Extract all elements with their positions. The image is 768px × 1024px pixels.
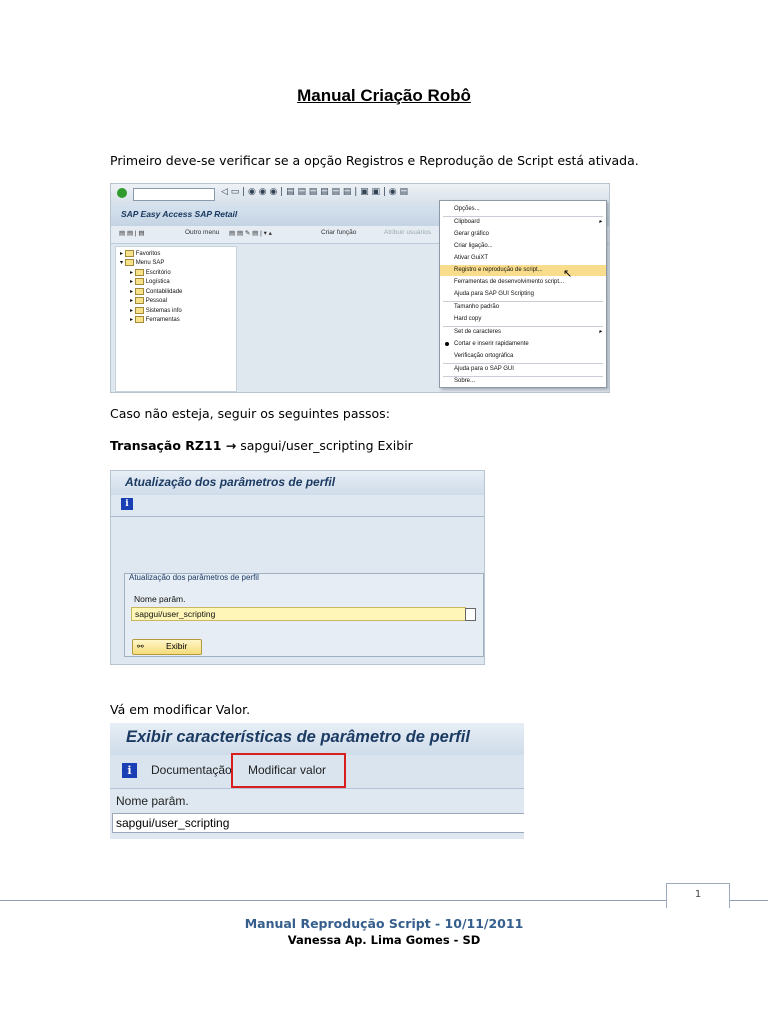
screen-title-bar (111, 471, 484, 495)
menu-item[interactable]: Verificação ortográfica (454, 353, 514, 359)
caso-paragraph: Caso não esteja, seguir os seguintes passos: (110, 406, 390, 421)
window-title: SAP Easy Access SAP Retail (121, 209, 238, 219)
tree-node[interactable]: ▸ Ferramentas (130, 317, 180, 324)
tree-node[interactable]: ▾ Menu SAP (120, 260, 165, 267)
tree-node[interactable]: ▸ Logística (130, 279, 170, 286)
tree-node[interactable]: ▸ Sistemas info (130, 308, 182, 315)
menu-item[interactable]: Clipboard ▸ (454, 219, 602, 225)
info-icon[interactable]: i (121, 498, 133, 510)
tree-node[interactable]: ▸ Favoritos (120, 251, 161, 258)
command-field[interactable] (133, 188, 215, 201)
footer-title: Manual Reprodução Script - 10/11/2011 (244, 916, 524, 931)
screen-title-bar (110, 723, 524, 755)
display-glasses-icon: ⚯ (137, 642, 144, 651)
menu-item-registro-script[interactable]: Registro e reprodução de script... (440, 265, 606, 276)
sap-easy-access-screenshot (110, 183, 610, 393)
edit-icons[interactable]: ▤ ▤ ✎ ▤ | ▾ ▴ (229, 230, 272, 237)
menu-item[interactable]: Gerar gráfico (454, 231, 490, 237)
transacao-rest: sapgui/user_scripting Exibir (236, 438, 413, 453)
tree-node[interactable]: ▸ Contabilidade (130, 289, 183, 296)
param-name-field[interactable]: sapgui/user_scripting (112, 813, 524, 833)
tree-node[interactable]: ▸ Pessoal (130, 298, 168, 305)
checked-dot-icon (445, 342, 449, 346)
page-number: 1 (666, 883, 730, 908)
value-help-icon[interactable] (465, 608, 476, 621)
menu-item[interactable]: Sobre... (454, 378, 476, 384)
menu-item[interactable]: Criar ligação... (454, 243, 493, 249)
menu-item[interactable]: Hard copy (454, 316, 482, 322)
screen-title: Exibir características de parâmetro de perfil (126, 728, 470, 746)
footer-rule (0, 900, 768, 901)
menu-item[interactable]: Set de caracteres ▸ (454, 329, 602, 335)
outro-menu-button[interactable]: Outro menu (185, 229, 220, 236)
va-em-paragraph: Vá em modificar Valor. (110, 702, 251, 717)
criar-funcao-button[interactable]: Criar função (321, 229, 357, 236)
mouse-cursor-icon: ↖ (563, 267, 573, 280)
app-toolbar-icons[interactable]: ▤ ▤ | ▤ (119, 230, 145, 237)
menu-item[interactable]: Opções... (454, 206, 480, 212)
rz11-screenshot (110, 470, 485, 665)
group-title: Atualização dos parâmetros de perfil (129, 573, 259, 582)
highlight-box (231, 753, 346, 788)
customize-layout-menu (439, 200, 607, 388)
intro-paragraph: Primeiro deve-se verificar se a opção Registros e Reprodução de Script está ativada. (110, 153, 639, 168)
footer-author: Vanessa Ap. Lima Gomes - SD (287, 933, 481, 947)
enter-icon[interactable] (117, 188, 127, 198)
info-icon[interactable]: i (122, 763, 137, 778)
menu-tree (115, 246, 237, 392)
submenu-arrow-icon: ▸ (598, 219, 602, 225)
menu-item[interactable]: Cortar e inserir rapidamente (440, 339, 606, 350)
param-name-input[interactable]: sapgui/user_scripting (131, 607, 466, 621)
param-name-label: Nome parâm. (134, 594, 186, 604)
exibir-button[interactable]: ⚯ Exibir (132, 639, 202, 655)
menu-item[interactable]: Tamanho padrão (454, 304, 500, 310)
menu-item[interactable]: Ajuda para o SAP GUI (454, 366, 514, 372)
menu-item[interactable]: Ferramentas de desenvolvimento script... (454, 279, 565, 285)
atribuir-usuarios-button[interactable]: Atribuir usuários (384, 229, 431, 236)
transacao-paragraph (110, 438, 413, 453)
modificar-valor-button[interactable]: Modificar valor (248, 763, 327, 777)
parameter-group (124, 573, 484, 657)
documentacao-button[interactable]: Documentação (151, 763, 232, 777)
menu-item[interactable]: Ativar GuiXT (454, 255, 489, 261)
arrow-icon: → (221, 438, 237, 453)
tree-node[interactable]: ▸ Escritório (130, 270, 171, 277)
submenu-arrow-icon: ▸ (598, 329, 602, 335)
parameter-characteristics-screenshot (110, 723, 524, 839)
transacao-code: Transação RZ11 (110, 438, 222, 453)
document-title: Manual Criação Robô (297, 86, 471, 105)
param-name-label: Nome parâm. (116, 794, 189, 808)
screen-title: Atualização dos parâmetros de perfil (125, 475, 336, 489)
toolbar-icons[interactable]: ◁ ▭ | ◉ ◉ ◉ | ▤ ▤ ▤ ▤ ▤ ▤ | ▣ ▣ | ◉ ▤ (221, 187, 408, 197)
menu-item[interactable]: Ajuda para SAP GUI Scripting (454, 291, 534, 297)
